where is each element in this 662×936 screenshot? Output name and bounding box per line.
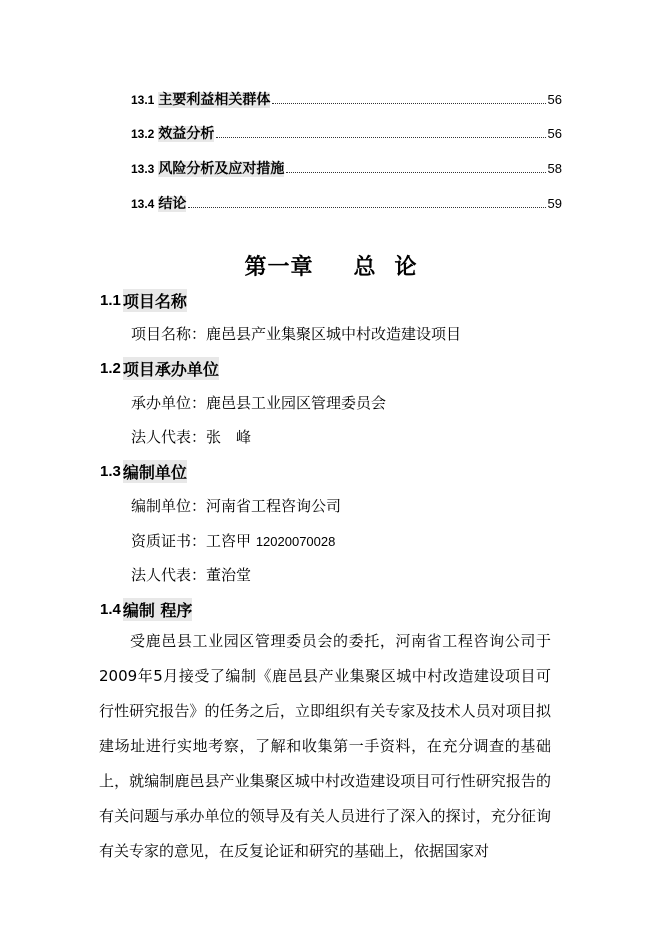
toc-page-number: 58 [547, 161, 562, 176]
section-heading-1-1 [100, 288, 187, 312]
section-number: 1.3 [100, 462, 121, 480]
toc-entry-13-1[interactable] [131, 88, 562, 108]
host-rep-label: 法人代表： [131, 428, 207, 446]
project-name-line [131, 322, 461, 346]
section-heading-1-4 [100, 597, 192, 621]
host-rep-line [131, 425, 251, 449]
host-unit-value: 鹿邑县工业园区管理委员会 [206, 394, 387, 412]
section-number: 1.1 [100, 291, 121, 309]
toc-number: 13.1 [131, 93, 155, 107]
toc-entry-13-2[interactable] [131, 122, 562, 142]
compiler-value: 河南省工程咨询公司 [206, 497, 342, 515]
toc-number: 13.3 [131, 162, 155, 176]
toc-leader-dots [272, 103, 545, 104]
host-unit-line [131, 391, 386, 415]
chapter-name-char-1: 总 [353, 254, 377, 280]
cert-value: 工咨甲 [206, 532, 252, 550]
section-title: 编制单位 [123, 460, 187, 483]
toc-leader-dots [286, 172, 545, 173]
chapter-number: 第一章 [244, 254, 314, 280]
toc-entry-13-3[interactable] [131, 157, 562, 177]
chapter-title [0, 250, 662, 281]
section-heading-1-3 [100, 459, 187, 483]
compiler-rep-label: 法人代表： [131, 566, 207, 584]
chapter-name-char-2: 论 [394, 254, 418, 280]
compiler-rep-line [131, 563, 251, 587]
toc-title: 主要利益相关群体 [158, 92, 271, 108]
cert-line [131, 529, 335, 553]
toc-number: 13.4 [131, 197, 155, 211]
section-title: 项目名称 [123, 289, 187, 312]
project-name-label: 项目名称： [131, 325, 207, 343]
toc-title: 效益分析 [158, 126, 215, 142]
toc-page-number: 59 [547, 196, 562, 211]
toc-number: 13.2 [131, 127, 155, 141]
toc-page-number: 56 [547, 126, 562, 141]
project-name-value: 鹿邑县产业集聚区城中村改造建设项目 [206, 325, 462, 343]
procedure-text: 受鹿邑县工业园区管理委员会的委托，河南省工程咨询公司于2009年5月接受了编制《鹿邑县产业集聚区城中村改造建设项目可行性研究报告》的任务之后，立即组织有关专家及技术人员对项目拟建场址进行实地考察，了解和收集第一手资料，在充分调查的基础上，就编制鹿邑县产业集聚区城中村改造建设项目可行性研究报告的有关问题与承办单位的领导及有关人员进行了深入的探讨，充分征询有关专家的意见，在反复论证和研究的基础上，依据国家对 [99, 632, 551, 860]
host-rep-value: 张 峰 [206, 428, 252, 446]
section-number: 1.2 [100, 359, 121, 377]
procedure-paragraph [99, 624, 551, 869]
compiler-rep-value: 董治堂 [206, 566, 252, 584]
toc-title: 结论 [158, 196, 187, 212]
toc-page-number: 56 [547, 92, 562, 107]
toc-title: 风险分析及应对措施 [158, 161, 285, 177]
host-unit-label: 承办单位： [131, 394, 207, 412]
toc-leader-dots [216, 137, 545, 138]
compiler-line [131, 494, 341, 518]
section-heading-1-2 [100, 356, 219, 380]
section-number: 1.4 [100, 600, 121, 618]
toc-entry-13-4[interactable] [131, 192, 562, 212]
cert-number: 12020070028 [255, 534, 336, 549]
compiler-label: 编制单位： [131, 497, 207, 515]
toc-leader-dots [188, 207, 545, 208]
section-title: 编制 程序 [123, 598, 193, 621]
section-title: 项目承办单位 [123, 357, 219, 380]
cert-label: 资质证书： [131, 532, 207, 550]
